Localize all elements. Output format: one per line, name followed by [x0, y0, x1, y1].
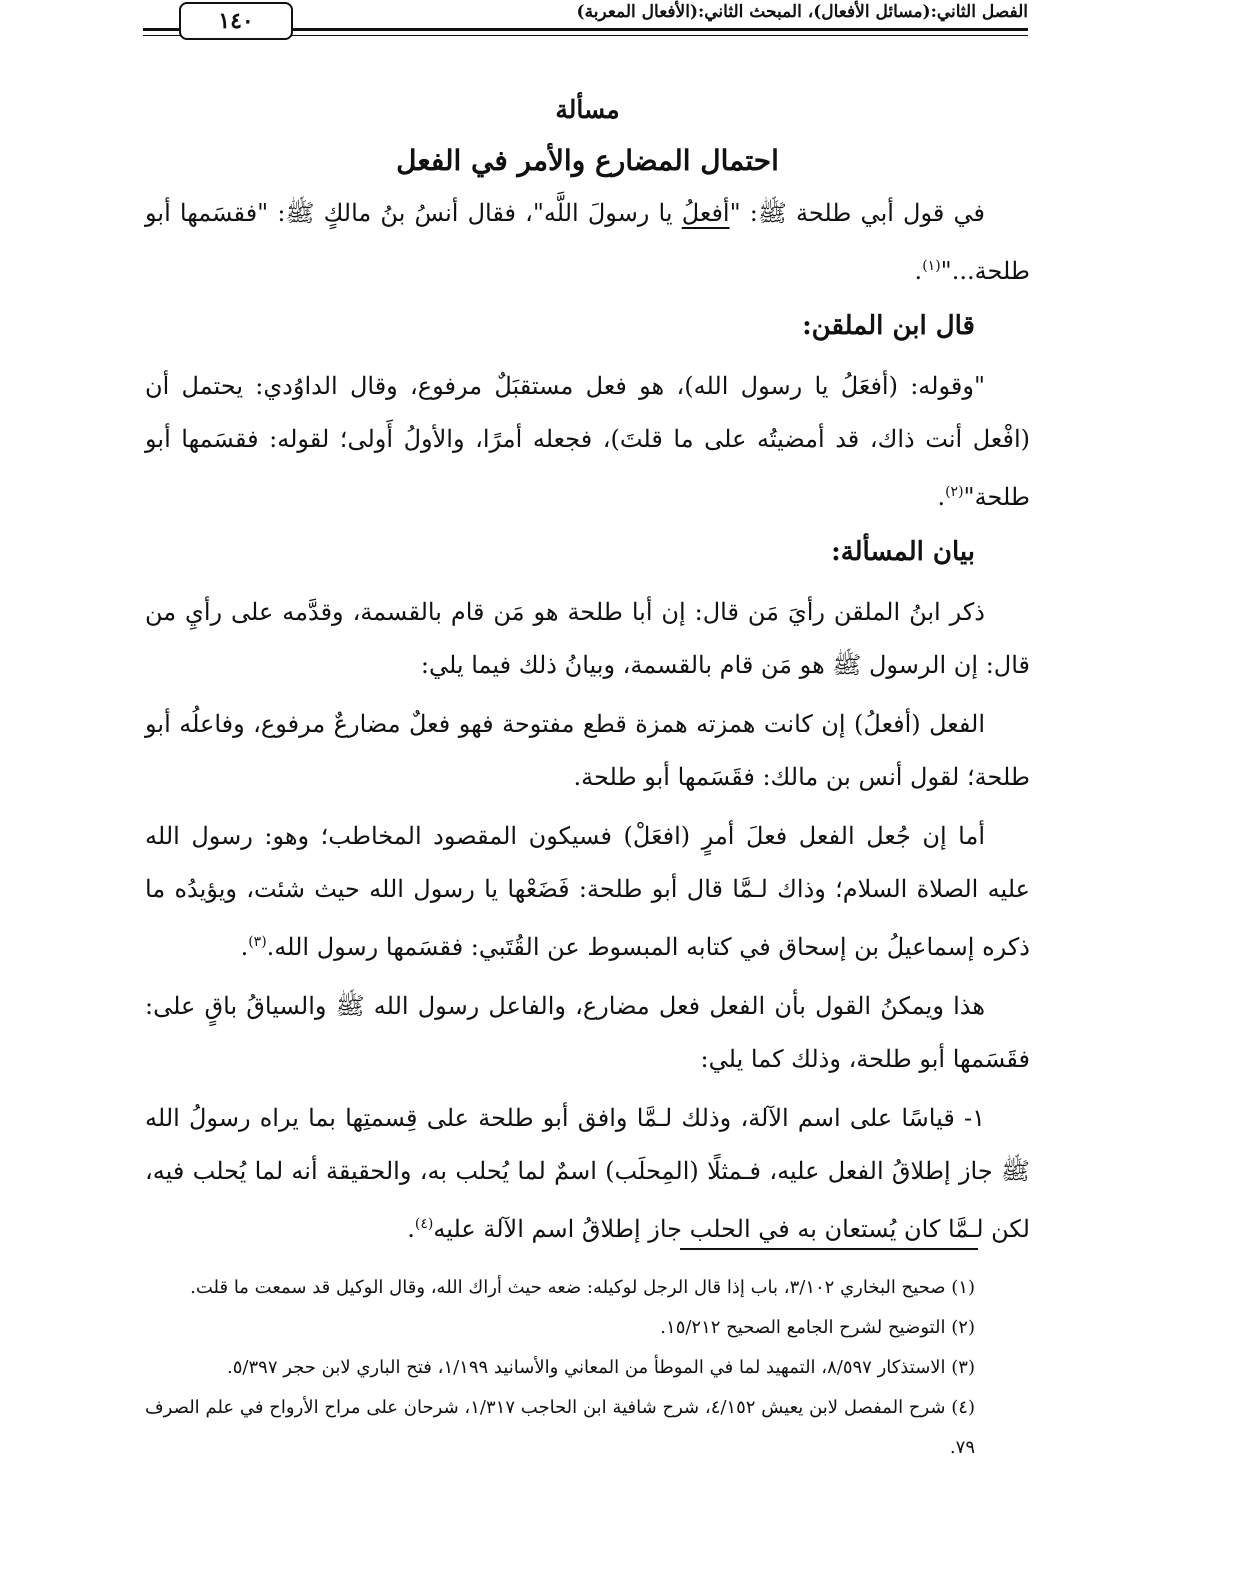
paragraph-5-end: . — [407, 1215, 415, 1243]
paragraph-3-end: . — [240, 933, 249, 961]
issue-heading: مسألة — [555, 95, 620, 124]
footnote-ref-4[interactable]: (٤) — [414, 1216, 434, 1232]
footnote-separator — [680, 1248, 978, 1250]
ibn-mulaqqin-label: قال ابن الملقن: — [802, 311, 975, 341]
issue-explanation-label: بيان المسألة: — [831, 537, 975, 567]
quote-text: "وقوله: (أفعَلُ يا رسول الله)، هو فعل مستقبَلٌ مرفوع، وقال الداوُدي: يحتمل أن (افْعل أنت ذاك، قد أمضيتُه على ما قلتَ)، فجعله أمرًا، والأولُ أَولى؛ لقوله: فقسَمها أبو طلحة" — [145, 372, 1030, 511]
paragraph-3-text: أما إن جُعل الفعل فعلَ أمرٍ (افعَلْ) فسيكون المقصود المخاطب؛ وهو: رسول الله عليه الصلاة السلام؛ وذاك لـمَّا قال أبو طلحة: فَضَعْها يا رسول الله حيث شئت، ويؤيدُه ما ذكره إسماعيلُ بن إسحاق في كتابه المبسوط عن القُتَبي: فقسَمها رسول الله. — [145, 822, 1031, 961]
footnote-2: (٢) التوضيح لشرح الجامع الصحيح ١٥/٢١٢. — [660, 1317, 975, 1338]
running-header — [143, 0, 1028, 42]
intro-underlined-word: أفعلُ — [681, 199, 730, 227]
footnote-ref-2[interactable]: (٢) — [945, 484, 964, 500]
quote-paragraph — [145, 360, 1030, 524]
page-number: ١٤٠ — [179, 2, 293, 40]
page-title: احتمال المضارع والأمر في الفعل — [396, 144, 779, 177]
paragraph-3 — [145, 810, 1030, 974]
footnote-3: (٣) الاستذكار ٨/٥٩٧، التمهيد لما في الموطأ من المعاني والأسانيد ١/١٩٩، فتح الباري لابن حجر ٥/٣٩٧. — [227, 1357, 975, 1378]
intro-before: في قول أبي طلحة ﷺ: " — [729, 199, 985, 227]
intro-paragraph — [145, 187, 1030, 298]
intro-end: . — [914, 257, 923, 285]
header-title: الفصل الثاني:(مسائل الأفعال)، المبحث الثاني:(الأفعال المعربة) — [576, 2, 1028, 22]
footnote-4: (٤) شرح المفصل لابن يعيش ٤/١٥٢، شرح شافية ابن الحاجب ١/٣١٧، شرحان على مراح الأرواح في علم الصرف ٧٩. — [145, 1397, 975, 1458]
main-content — [145, 95, 1030, 1262]
intro-after: يا رسولَ اللَّه"، فقال أنسُ بنُ مالكٍ ﷺ: "فقسَمها أبو طلحة..." — [145, 199, 1030, 285]
footnote-1: (١) صحيح البخاري ٣/١٠٢، باب إذا قال الرجل لوكيله: ضعه حيث أراك الله، وقال الوكيل قد سمعت ما قلت. — [190, 1277, 975, 1298]
paragraph-5-text: ١- قياسًا على اسم الآلة، وذلك لـمَّا وافق أبو طلحة على قِسمتِها بما يراه رسولُ الله ﷺ جاز إطلاقُ الفعل عليه، فـمثلًا (المِحلَب) اسمٌ لما يُحلب به، والحقيقة أنه لما يُحلب فيه، لكن لـمَّا كان يُستعان به في الحلب جاز إطلاقُ اسم الآلة عليه — [145, 1104, 1030, 1243]
paragraph-2: الفعل (أفعلُ) إن كانت همزته همزة قطع مفتوحة فهو فعلٌ مضارعٌ مرفوع، وفاعلُه أبو طلحة؛ لقول أنس بن مالك: فقَسَمها أبو طلحة. — [145, 710, 1030, 791]
footnotes — [145, 1268, 975, 1468]
paragraph-5 — [145, 1092, 1030, 1256]
quote-end: . — [937, 483, 946, 511]
paragraph-1: ذكر ابنُ الملقن رأيَ مَن قال: إن أبا طلحة هو مَن قام بالقسمة، وقدَّمه على رأيِ من قال: إن الرسول ﷺ هو مَن قام بالقسمة، وبيانُ ذلك فيما يلي: — [145, 598, 1030, 679]
footnote-ref-1[interactable]: (١) — [922, 258, 941, 274]
footnote-ref-3[interactable]: (٣) — [248, 934, 267, 950]
paragraph-4: هذا ويمكنُ القول بأن الفعل فعل مضارع، والفاعل رسول الله ﷺ والسياقُ باقٍ على: فقَسَمها أبو طلحة، وذلك كما يلي: — [145, 992, 1030, 1073]
